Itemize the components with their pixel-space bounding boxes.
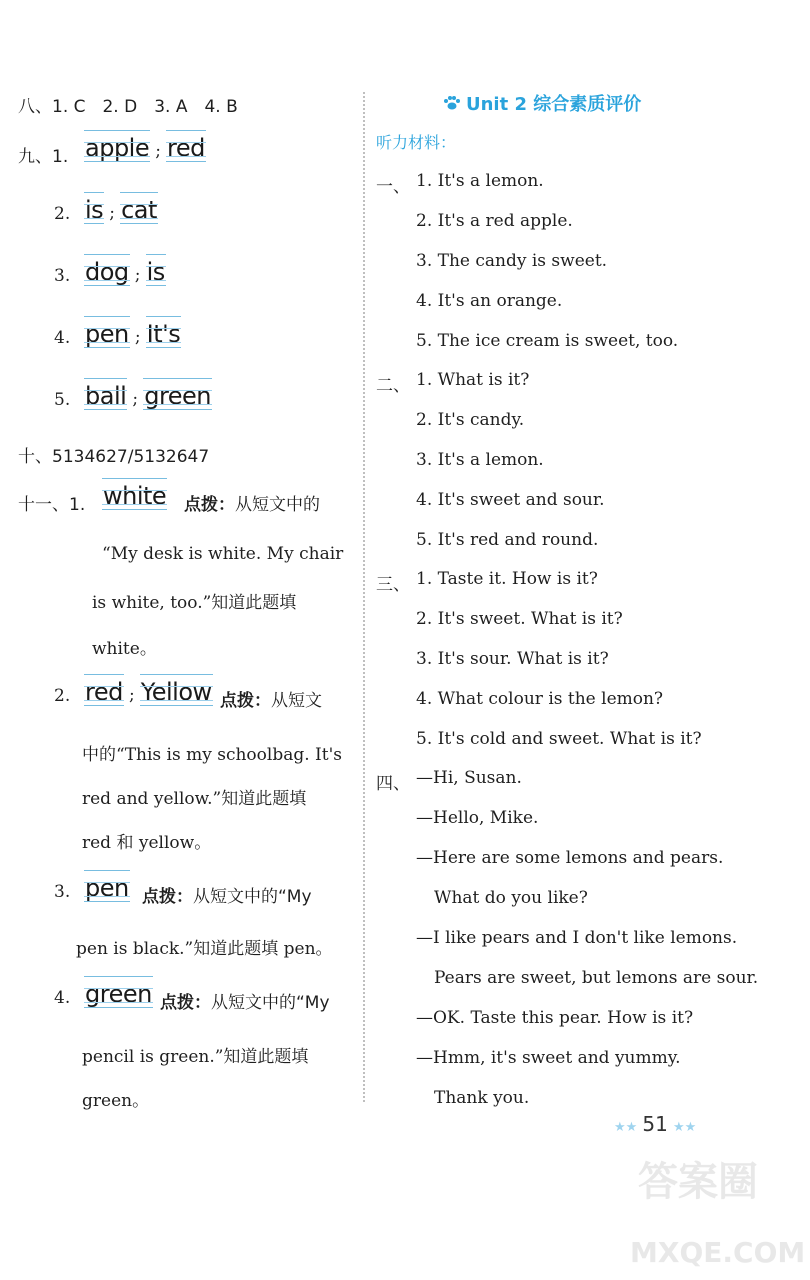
q11-2-text: 中的“This is my schoolbag. It's bbox=[82, 745, 342, 765]
separator: ; bbox=[128, 685, 135, 705]
q11-2-hint: 点拨：从短文 bbox=[220, 691, 322, 711]
q11-2-text: red and yellow.”知道此题填 bbox=[82, 789, 307, 809]
q11-1-text: “My desk is white. My chair bbox=[102, 544, 344, 564]
answer-blank: is bbox=[146, 258, 165, 286]
listening-label: 听力材料： bbox=[376, 133, 457, 152]
q11-prefix: 十一、1. bbox=[18, 495, 86, 515]
separator: ; bbox=[109, 203, 115, 223]
q11-num: 2. bbox=[54, 686, 71, 706]
answer-blank: It's bbox=[146, 320, 181, 348]
separator: ; bbox=[132, 389, 139, 409]
q9-row-5 bbox=[84, 382, 212, 410]
q9-row-2 bbox=[84, 196, 158, 224]
separator: ; bbox=[155, 141, 161, 161]
answer-blank: ball bbox=[85, 382, 127, 410]
listening-line: 1. What is it? bbox=[416, 370, 530, 390]
star-icon: ★ bbox=[672, 1120, 685, 1135]
q9-row-4 bbox=[84, 320, 181, 348]
q11-3-answer bbox=[84, 874, 130, 902]
dialogue-line: —I like pears and I don't like lemons. bbox=[416, 928, 738, 948]
q9-num: 4. bbox=[54, 328, 71, 348]
dialogue-line: —Hi, Susan. bbox=[416, 768, 522, 788]
q11-num: 3. bbox=[54, 882, 71, 902]
listening-line: 2. It's a red apple. bbox=[416, 211, 573, 231]
q9-row-3 bbox=[84, 258, 166, 286]
listening-line: 3. The candy is sweet. bbox=[416, 251, 608, 271]
answer-blank: green bbox=[144, 382, 212, 410]
q9-prefix: 九、1. bbox=[18, 147, 69, 167]
paw-icon bbox=[442, 95, 460, 111]
q11-3-text: pen is black.”知道此题填 pen。 bbox=[76, 939, 333, 959]
listening-line: 1. Taste it. How is it? bbox=[416, 569, 598, 589]
q11-1-hint: 点拨：从短文中的 bbox=[184, 495, 320, 515]
page-number-block bbox=[614, 1112, 696, 1136]
q11-4-text: pencil is green.”知道此题填 bbox=[82, 1047, 309, 1067]
q9-row-1 bbox=[84, 134, 206, 162]
separator: ; bbox=[134, 327, 141, 347]
q11-3-hint: 点拨：从短文中的“My bbox=[142, 887, 312, 907]
dialogue-line: —Hmm, it's sweet and yummy. bbox=[416, 1048, 681, 1068]
section-title: Unit 2 综合素质评价 bbox=[466, 94, 642, 115]
watermark-url: MXQE.COM bbox=[630, 1236, 806, 1269]
answer-blank: red bbox=[85, 678, 123, 706]
listening-line: 4. What colour is the lemon? bbox=[416, 689, 664, 709]
dialogue-line: —Here are some lemons and pears. bbox=[416, 848, 724, 868]
q11-4-hint: 点拨：从短文中的“My bbox=[160, 993, 330, 1013]
listening-line: 3. It's sour. What is it? bbox=[416, 649, 609, 669]
q9-num: 3. bbox=[54, 266, 71, 286]
dialogue-line: —OK. Taste this pear. How is it? bbox=[416, 1008, 694, 1028]
section-prefix: 三、 bbox=[376, 575, 410, 595]
section-prefix: 一、 bbox=[376, 177, 410, 197]
answer-blank: cat bbox=[121, 196, 157, 224]
listening-line: 5. It's red and round. bbox=[416, 530, 599, 550]
q11-1-answer bbox=[102, 482, 167, 510]
answer-blank: apple bbox=[85, 134, 150, 162]
q8-answers: 八、1. C 2. D 3. A 4. B bbox=[18, 97, 238, 117]
page-number: 51 bbox=[642, 1112, 668, 1136]
listening-line: 4. It's sweet and sour. bbox=[416, 490, 605, 510]
section-prefix: 四、 bbox=[376, 774, 410, 794]
q11-num: 4. bbox=[54, 988, 71, 1008]
answer-blank: white bbox=[103, 482, 167, 510]
separator: ; bbox=[134, 265, 141, 285]
q11-4-answer bbox=[84, 980, 153, 1008]
star-icon: ★ bbox=[684, 1120, 697, 1135]
answer-blank: red bbox=[167, 134, 205, 162]
listening-line: 2. It's sweet. What is it? bbox=[416, 609, 623, 629]
dialogue-line: —Hello, Mike. bbox=[416, 808, 539, 828]
q11-1-text: is white, too.”知道此题填 bbox=[92, 593, 297, 613]
listening-line: 5. It's cold and sweet. What is it? bbox=[416, 729, 702, 749]
dialogue-line: What do you like? bbox=[434, 888, 588, 908]
listening-line: 3. It's a lemon. bbox=[416, 450, 544, 470]
answer-blank: is bbox=[85, 196, 104, 224]
answer-blank: pen bbox=[85, 320, 129, 348]
column-divider bbox=[363, 92, 365, 1102]
q11-2-answer bbox=[84, 678, 213, 706]
listening-line: 1. It's a lemon. bbox=[416, 171, 544, 191]
star-icon: ★ bbox=[614, 1120, 626, 1135]
section-prefix: 二、 bbox=[376, 376, 410, 396]
q11-2-text: red 和 yellow。 bbox=[82, 833, 212, 853]
q9-num: 5. bbox=[54, 390, 71, 410]
listening-line: 4. It's an orange. bbox=[416, 291, 563, 311]
answer-blank: pen bbox=[85, 874, 129, 902]
answer-blank: green bbox=[85, 980, 152, 1008]
listening-line: 2. It's candy. bbox=[416, 410, 525, 430]
star-icon: ★ bbox=[625, 1120, 638, 1135]
dialogue-line: Pears are sweet, but lemons are sour. bbox=[434, 968, 759, 988]
answer-blank: dog bbox=[85, 258, 129, 286]
q9-num: 2. bbox=[54, 204, 71, 224]
q11-4-text: green。 bbox=[82, 1091, 150, 1111]
watermark-logo: 答案圈 bbox=[638, 1159, 758, 1205]
section-heading bbox=[442, 90, 641, 116]
answer-blank: Yellow bbox=[140, 678, 212, 706]
dialogue-line: Thank you. bbox=[434, 1088, 530, 1108]
listening-line: 5. The ice cream is sweet, too. bbox=[416, 331, 679, 351]
q10-answer: 十、5134627/5132647 bbox=[18, 447, 210, 467]
q11-1-text: white。 bbox=[92, 639, 157, 659]
